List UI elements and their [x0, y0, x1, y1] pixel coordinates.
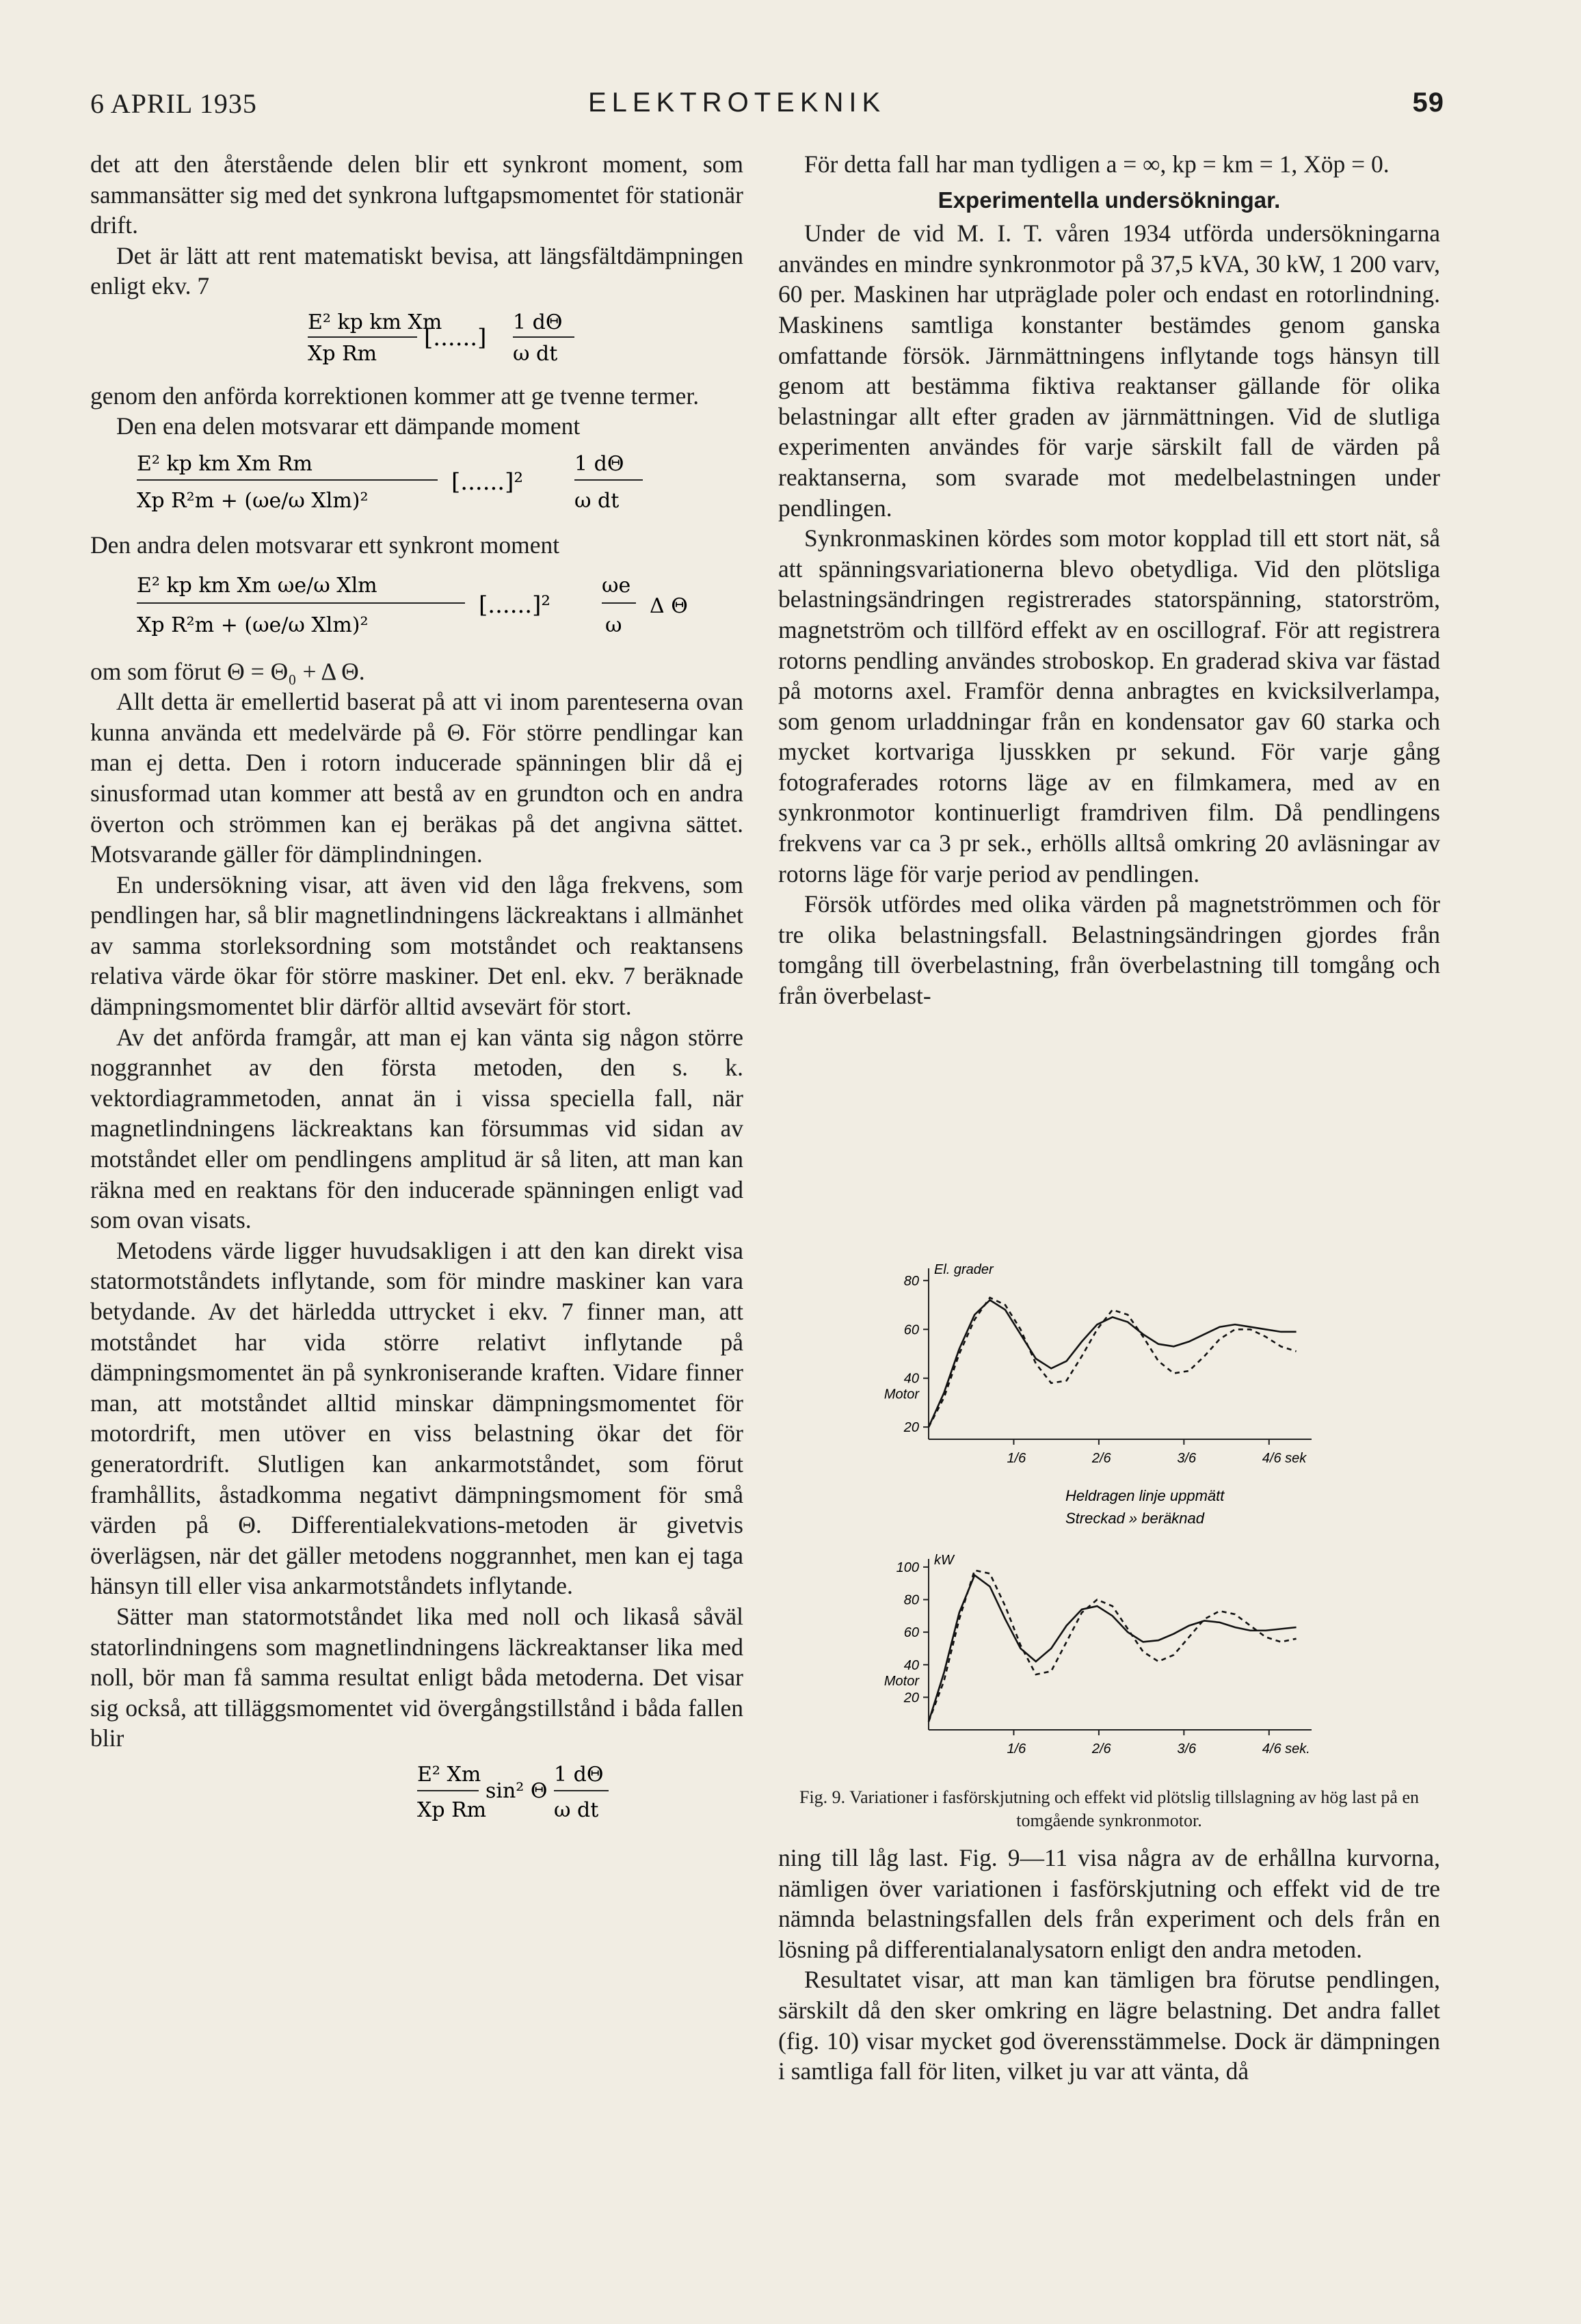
figure-caption: Fig. 9. Variationer i fasförskjutning och effekt vid plötslig tillslagning av hög last på en tomgående synkronmotor. [799, 1787, 1419, 1830]
equation-3 [90, 563, 743, 654]
eq-bracket: [......]² [451, 468, 523, 496]
equation-2 [90, 444, 743, 528]
section-heading: Experimentella undersökningar. [938, 187, 1281, 213]
equation-2-graphic [109, 444, 725, 520]
paragraph: Försök utfördes med olika värden på magnetströmmen och för tre olika belastningsfall. Belastningsändringen gjordes från tomgång till överbelastning, från överbelastning till tomgång och från överbelast- [778, 890, 1440, 1010]
legend-solid: Heldragen linje uppmätt [1065, 1487, 1225, 1504]
eq-den: Xp Rm [307, 341, 377, 366]
paragraph: genom den anförda korrektionen kommer att ge tvenne termer. [90, 382, 700, 410]
paragraph: Resultatet visar, att man kan tämligen bra förutse pendlingen, särskilt då den sker omkring en lägre belastning. Det andra fallet (fig. 10) visar mycket god överensstämmelse. Dock är dämpningen i samtliga fall för liten, vilket ju var att vänta, då [778, 1966, 1440, 2085]
left-column [90, 149, 743, 1836]
y-axis-label: kW [934, 1553, 954, 1568]
motor-label: Motor [884, 1673, 919, 1689]
y-tick-label: 80 [903, 1273, 919, 1289]
series-solid-line [929, 1575, 1297, 1722]
eq-bracket: [......]² [478, 591, 550, 619]
paragraph: Synkronmaskinen kördes som motor kopplad till ett stort nät, så att spänningsvariationerna blevo obetydliga. Vid den plötsliga belastningsändringen registrerades statorspänning, statorström, magnetström och tillförd effekt av en oscillograf. För att registrera rotorns pendling användes stroboskop. En graderad skiva var fästad på motorns axel. Framför denna anbragtes en kvicksilverlampa, som genom urladdningar från en kondensator gav 60 starka och mycket kortvariga ljusskken pr sekund. För varje gång fotograferades rotorns läge av en filmkamera, med av en synkronmotor kontinuerligt framdriven film. Då pendlingens frekvens var ca 3 pr sek., erhölls alltså omkring 20 avläsningar av rotorns läge för varje period av pendlingen. [778, 524, 1440, 887]
series-dashed-line [929, 1571, 1297, 1722]
y-tick-label: 20 [903, 1420, 919, 1436]
series-solid-line [929, 1300, 1297, 1427]
eq-den: Xp R²m + (ωe/ω Xlm)² [136, 613, 369, 637]
chart-power [884, 1553, 1312, 1757]
eq-rnum: ωe [601, 573, 630, 598]
y-tick-label: 100 [896, 1560, 919, 1575]
paragraph: Den andra delen motsvarar ett synkront moment [90, 531, 560, 559]
x-tick-label: 3/6 [1177, 1451, 1197, 1466]
legend-dashed: Streckad » beräknad [1065, 1510, 1205, 1527]
eq-mid: sin² Θ [485, 1778, 547, 1803]
eq-rnum: 1 dΘ [553, 1762, 603, 1787]
y-tick-label: 40 [903, 1657, 919, 1673]
figure-9 [778, 1251, 1440, 1832]
x-tick-label: 2/6 [1091, 1451, 1111, 1466]
eq-rden: ω dt [574, 488, 619, 513]
paragraph: För detta fall har man tydligen a = ∞, kp = km = 1, Xöp = 0. [804, 150, 1390, 178]
journal-title: ELEKTROTEKNIK [588, 88, 886, 118]
eq-delta: Δ Θ [649, 593, 688, 618]
equation-4 [90, 1757, 743, 1833]
header-date: 6 APRIL 1935 [90, 88, 257, 119]
equation-3-graphic [109, 563, 725, 645]
eq-den: Xp Rm [416, 1798, 486, 1822]
paragraph: Under de vid M. I. T. våren 1934 utförda undersökningarna användes en mindre synkronmotor på 37,5 kVA, 30 kW, 1 200 varv, 60 per. Maskinen har utpräglade poler och endast en rotorlindning. Maskinens samtliga konstanter bestämdes genom ganska omfattande försök. Järnmättningens inflytande togs hänsyn till genom att bestämma fiktiva reaktanser gällande för olika belastningar allt efter graden av järnmättningen. Vid de slutliga experimenten användes för varje särskilt fall de värden på reaktanserna, som svarade mot medelbelastningen under pendlingen. [778, 219, 1440, 522]
motor-label: Motor [884, 1387, 919, 1402]
paragraph: Av det anförda framgår, att man ej kan vänta sig någon större noggrannhet av den första metoden, den s. k. vektordiagrammetoden, annat än i vissa speciella fall, när magnetlindningens läckreaktans kan försummas vid sidan av motståndet eller om pendlingens amplitud är så liten, att man kan räkna med en reaktans för den inducerade spänningen enligt vad som ovan visats. [90, 1023, 743, 1234]
eq-rden: ω dt [512, 341, 557, 366]
paragraph: ning till låg last. Fig. 9—11 visa några av de erhållna kurvorna, nämligen över variationen i fasförskjutning och effekt vid de tre nämnda belastningsfallen dels från experiment och dels från en lösning på differentialanalysatorn enligt den andra metoden. [778, 1844, 1440, 1963]
eq-num: E² kp km Xm Rm [136, 451, 313, 476]
equation-4-graphic [212, 1757, 622, 1825]
eq-rnum: 1 dΘ [512, 310, 562, 334]
y-tick-label: 80 [903, 1592, 919, 1608]
x-tick-label: 1/6 [1007, 1451, 1026, 1466]
eq-num: E² kp km Xm [307, 310, 442, 334]
x-tick-label: 4/6 sek. [1262, 1741, 1310, 1757]
eq-num: E² Xm [416, 1762, 481, 1787]
right-column [778, 149, 1440, 1011]
eq-rden: ω [604, 613, 622, 637]
paragraph: En undersökning visar, att även vid den låga frekvens, som pendlingen har, så blir magnetlindningens läckreaktans i allmänhet av samma storleksordning som motståndet och reaktansens relativa värde ökar för större maskiner. Det enl. ekv. 7 beräknade dämpningsmomentet blir därför alltid avsevärt för stort. [90, 870, 743, 1021]
x-tick-label: 1/6 [1007, 1741, 1026, 1757]
eq-num: E² kp km Xm ωe/ω Xlm [136, 573, 377, 598]
right-column-continued [778, 1843, 1440, 2087]
x-tick-label: 2/6 [1091, 1741, 1111, 1757]
paragraph: Sätter man statormotståndet lika med noll och likaså såväl statorlindningens som magnetlindningens läckreaktanser lika med noll, bör man få samma resultat enligt båda metoderna. Det visar sig också, att tilläggsmomentet vid övergångstillstånd i båda fallen blir [90, 1602, 743, 1752]
chart-phase-angle [884, 1262, 1312, 1466]
paragraph: det att den återstående delen blir ett synkront moment, som sammansätter sig med det synkrona luftgapsmomentet för stationär drift. [90, 150, 743, 239]
paragraph: Det är lätt att rent matematiskt bevisa, att längsfältdämpningen enligt ekv. 7 [90, 241, 743, 300]
y-tick-label: 60 [903, 1322, 919, 1338]
page-number: 59 [1412, 88, 1444, 118]
paragraph: Den ena delen motsvarar ett dämpande moment [116, 412, 581, 440]
x-tick-label: 4/6 sek [1262, 1451, 1307, 1466]
eq-rnum: 1 dΘ [574, 451, 624, 476]
eq-rden: ω dt [553, 1798, 598, 1822]
eq-bracket: [......] [423, 323, 486, 351]
paragraph: om som förut Θ = Θ₀ + Δ Θ. [90, 657, 365, 685]
y-axis-label: El. grader [934, 1262, 994, 1277]
y-tick-label: 20 [903, 1690, 919, 1706]
y-tick-label: 40 [903, 1371, 919, 1387]
equation-1-graphic [205, 304, 629, 370]
equation-1 [90, 304, 743, 378]
paragraph: Allt detta är emellertid baserat på att vi inom parenteserna ovan kunna använda ett medelvärde på Θ. För större pendlingar kan man ej detta. Den i rotorn inducerade spänningen blir då ej sinusformad utan kommer att bestå av en grundton och en andra överton och strömmen kan ej beräkas på det angivna sättet. Motsvarande gäller för dämplindningen. [90, 688, 743, 868]
x-tick-label: 3/6 [1177, 1741, 1197, 1757]
eq-den: Xp R²m + (ωe/ω Xlm)² [136, 488, 369, 513]
paragraph: Metodens värde ligger huvudsakligen i att den kan direkt visa statormotståndets inflytande, som för mindre maskiner kan vara betydande. Av det härledda uttrycket i ekv. 7 finner man, att motståndet har vida större relativt inflytande på dämpningsmomentet än på synkroniserande kraften. Vidare finner man, att motståndet alltid minskar dämpningsmomentet för motordrift, men utöver en viss belastning ökar det för generatordrift. Slutligen kan ankarmotståndet, som förut framhållits, åstadkomma negativt dämpningsmoment för små värden på Θ. Differentialekvations-metoden är givetvis överlägsen, när det gäller metodens noggrannhet, men kan ej taga hänsyn till eller visa ankarmotståndets inflytande. [90, 1236, 743, 1600]
y-tick-label: 60 [903, 1625, 919, 1641]
